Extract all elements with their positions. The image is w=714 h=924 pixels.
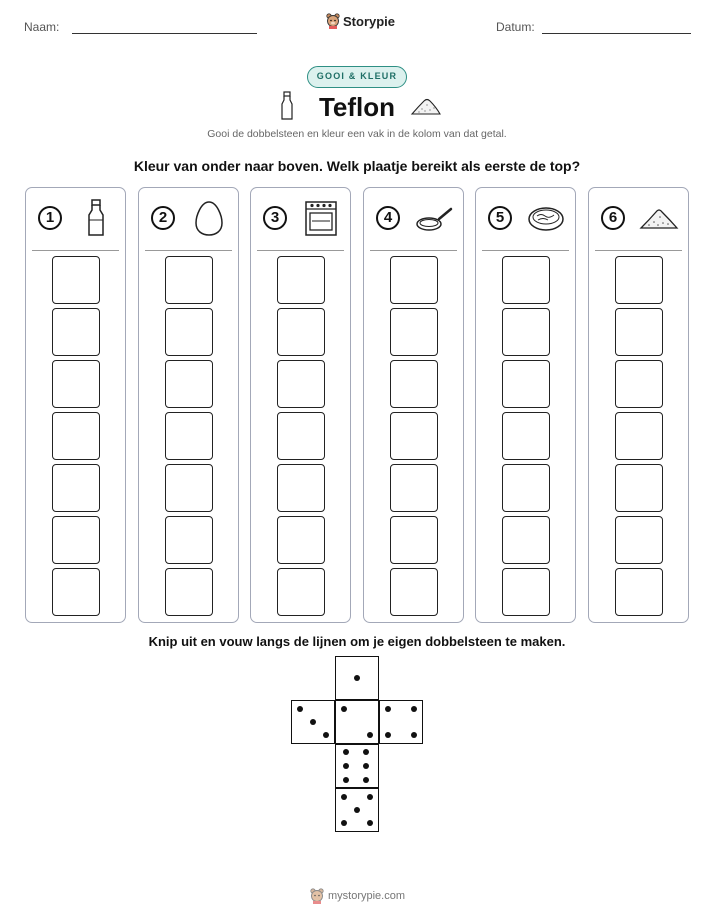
column-number: 3 [263, 206, 287, 230]
color-cell[interactable] [52, 464, 100, 512]
column-number: 5 [488, 206, 512, 230]
column-2 [138, 187, 239, 623]
color-cell[interactable] [277, 568, 325, 616]
color-cell[interactable] [615, 516, 663, 564]
oven-icon [301, 198, 341, 238]
dice-face-1 [335, 656, 379, 700]
column-1 [25, 187, 126, 623]
color-cell[interactable] [165, 360, 213, 408]
column-divider [145, 250, 232, 251]
column-5 [475, 187, 576, 623]
column-number: 6 [601, 206, 625, 230]
dice-pip [363, 777, 369, 783]
color-cell[interactable] [165, 412, 213, 460]
frying-pan-icon [414, 198, 454, 238]
color-cell[interactable] [502, 308, 550, 356]
bear-icon [310, 888, 324, 904]
column-3 [250, 187, 351, 623]
dice-pip [341, 820, 347, 826]
dice-pip [411, 706, 417, 712]
cut-instruction: Knip uit en vouw langs de lijnen om je eigen dobbelsteen te maken. [148, 634, 566, 649]
color-cell[interactable] [615, 360, 663, 408]
brand-logo [326, 13, 395, 29]
dice-face-6 [335, 744, 379, 788]
color-cell[interactable] [615, 256, 663, 304]
color-cell[interactable] [277, 516, 325, 564]
column-divider [482, 250, 569, 251]
bear-icon [326, 13, 340, 29]
color-cell[interactable] [502, 256, 550, 304]
dice-pip [367, 820, 373, 826]
egg-icon [189, 198, 229, 238]
pancake-icon [526, 198, 566, 238]
dice-face-2 [335, 700, 379, 744]
color-cell[interactable] [52, 568, 100, 616]
color-cell[interactable] [615, 308, 663, 356]
column-divider [370, 250, 457, 251]
milk-bottle-icon [76, 198, 116, 238]
color-cell[interactable] [502, 412, 550, 460]
dice-pip [343, 763, 349, 769]
color-cell[interactable] [165, 256, 213, 304]
column-6 [588, 187, 689, 623]
color-cell[interactable] [502, 568, 550, 616]
color-cell[interactable] [52, 308, 100, 356]
footer [310, 888, 405, 904]
color-cell[interactable] [277, 464, 325, 512]
subtitle: Gooi de dobbelsteen en kleur een vak in de kolom van dat getal. [207, 128, 507, 140]
color-cell[interactable] [277, 412, 325, 460]
dice-pip [354, 807, 360, 813]
name-label: Naam: [24, 20, 60, 34]
date-label: Datum: [496, 20, 535, 34]
dice-pip [385, 732, 391, 738]
color-cell[interactable] [165, 464, 213, 512]
color-cell[interactable] [615, 568, 663, 616]
color-cell[interactable] [277, 360, 325, 408]
dice-pip [411, 732, 417, 738]
column-number: 1 [38, 206, 62, 230]
instruction: Kleur van onder naar boven. Welk plaatje bereikt als eerste de top? [133, 158, 581, 174]
color-cell[interactable] [390, 464, 438, 512]
color-cell[interactable] [502, 360, 550, 408]
color-cell[interactable] [390, 412, 438, 460]
dice-pip [385, 706, 391, 712]
dice-pip [343, 777, 349, 783]
page-title: Teflon [318, 92, 396, 122]
color-cell[interactable] [390, 256, 438, 304]
color-cell[interactable] [615, 412, 663, 460]
color-cell[interactable] [52, 360, 100, 408]
color-cell[interactable] [502, 516, 550, 564]
color-cell[interactable] [390, 308, 438, 356]
color-cell[interactable] [502, 464, 550, 512]
color-cell[interactable] [52, 516, 100, 564]
date-line[interactable] [542, 33, 691, 34]
dice-pip [367, 732, 373, 738]
column-number: 2 [151, 206, 175, 230]
dice-pip [367, 794, 373, 800]
column-4 [363, 187, 464, 623]
color-cell[interactable] [277, 256, 325, 304]
color-cell[interactable] [52, 412, 100, 460]
color-cell[interactable] [615, 464, 663, 512]
dice-pip [323, 732, 329, 738]
dice-face-5 [335, 788, 379, 832]
column-number: 4 [376, 206, 400, 230]
flour-pile-icon [410, 95, 442, 117]
color-cell[interactable] [52, 256, 100, 304]
dice-face-4 [379, 700, 423, 744]
dice-pip [297, 706, 303, 712]
dice-pip [341, 706, 347, 712]
footer-url: mystorypie.com [328, 890, 406, 902]
color-cell[interactable] [165, 516, 213, 564]
brand-name: Storypie [343, 13, 396, 29]
name-line[interactable] [72, 33, 257, 34]
dice-face-3 [291, 700, 335, 744]
color-cell[interactable] [390, 568, 438, 616]
dice-pip [341, 794, 347, 800]
color-cell[interactable] [390, 360, 438, 408]
dice-pip [363, 763, 369, 769]
column-divider [595, 250, 682, 251]
flour-pile-icon [639, 198, 679, 238]
dice-pip [354, 675, 360, 681]
color-cell[interactable] [390, 516, 438, 564]
activity-badge: GOOI & KLEUR [307, 66, 407, 88]
dice-pip [343, 749, 349, 755]
column-divider [257, 250, 344, 251]
color-cell[interactable] [165, 568, 213, 616]
color-cell[interactable] [277, 308, 325, 356]
column-divider [32, 250, 119, 251]
dice-pip [363, 749, 369, 755]
dice-pip [310, 719, 316, 725]
color-cell[interactable] [165, 308, 213, 356]
